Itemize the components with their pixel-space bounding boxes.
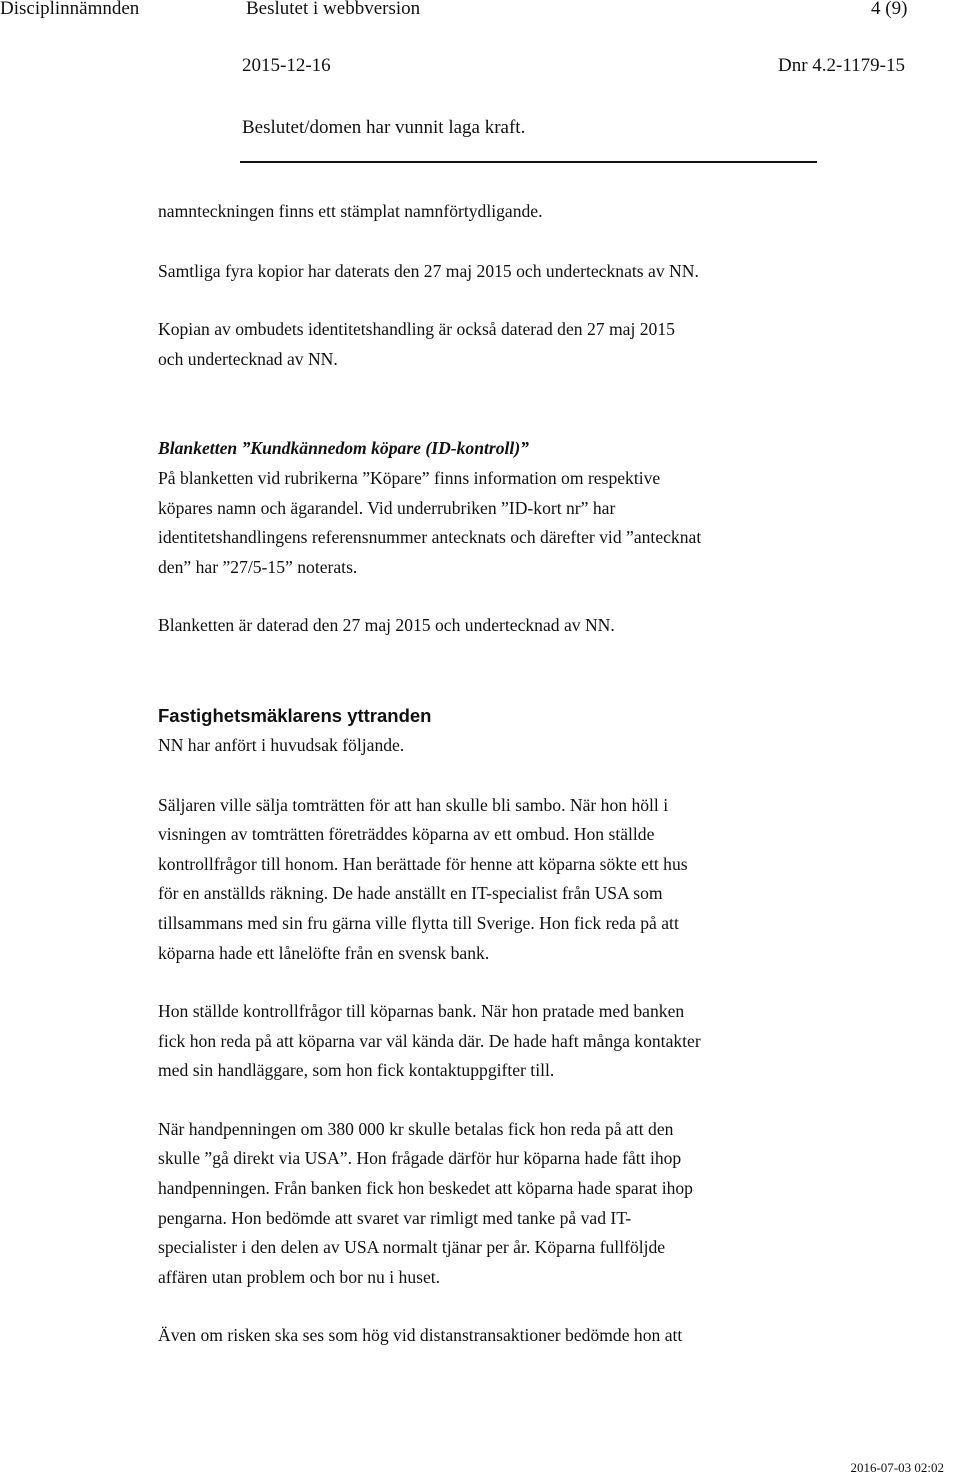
paragraph-line: köparna hade ett lånelöfte från en svensk bank. <box>158 942 490 963</box>
paragraph-line: med sin handläggare, som hon fick kontaktuppgifter till. <box>158 1060 555 1081</box>
paragraph-line: På blanketten vid rubrikerna ”Köpare” finns information om respektive <box>158 467 661 488</box>
paragraph-line: köpares namn och ägarandel. Vid underrubriken ”ID-kort nr” har <box>158 497 616 518</box>
paragraph-line: Kopian av ombudets identitetshandling är också daterad den 27 maj 2015 <box>158 319 675 340</box>
paragraph: Blanketten är daterad den 27 maj 2015 och undertecknad av NN. <box>158 615 615 636</box>
paragraph: namnteckningen finns ett stämplat namnförtydligande. <box>158 201 543 221</box>
legal-status: Beslutet/domen har vunnit laga kraft. <box>242 117 526 138</box>
paragraph-line: och undertecknad av NN. <box>158 348 338 369</box>
footer-timestamp: 2016-07-03 02:02 <box>850 1460 944 1475</box>
paragraph-line: handpenningen. Från banken fick hon beskedet att köparna hade sparat ihop <box>158 1178 693 1199</box>
paragraph-line: pengarna. Hon bedömde att svaret var rimligt med tanke på vad IT- <box>158 1207 632 1228</box>
paragraph-line: skulle ”gå direkt via USA”. Hon frågade därför hur köparna hade fått ihop <box>158 1148 682 1169</box>
paragraph-line: affären utan problem och bor nu i huset. <box>158 1266 441 1287</box>
paragraph-line: identitetshandlingens referensnummer antecknats och därefter vid ”antecknat <box>158 527 702 548</box>
paragraph-line: fick hon reda på att köparna var väl kända där. De hade haft många kontakter <box>158 1030 701 1051</box>
paragraph-line: visningen av tomträtten företräddes köparna av ett ombud. Hon ställde <box>158 824 655 845</box>
paragraph-line: kontrollfrågor till honom. Han berättade för henne att köparna sökte ett hus <box>158 853 688 874</box>
paragraph: NN har anfört i huvudsak följande. <box>158 734 405 755</box>
paragraph-line: När handpenningen om 380 000 kr skulle betalas fick hon reda på att den <box>158 1118 674 1139</box>
paragraph: Samtliga fyra kopior har daterats den 27 maj 2015 och undertecknats av NN. <box>158 260 699 281</box>
paragraph-line: tillsammans med sin fru gärna ville flytta till Sverige. Hon fick reda på att <box>158 912 679 933</box>
section-heading-yttranden: Fastighetsmäklarens yttranden <box>158 704 432 726</box>
decision-date: 2015-12-16 <box>242 55 331 76</box>
header-divider <box>240 161 817 163</box>
case-number: Dnr 4.2-1179-15 <box>778 55 905 76</box>
paragraph-line: den” har ”27/5-15” noterats. <box>158 556 358 577</box>
section-heading-blankett: Blanketten ”Kundkännedom köpare (ID-kontroll)” <box>158 438 529 459</box>
paragraph-line: för en anställds räkning. De hade anställt en IT-specialist från USA som <box>158 883 663 904</box>
header-page-number: 4 (9) <box>871 0 908 19</box>
document-body <box>158 197 798 1351</box>
header-document-type: Beslutet i webbversion <box>246 0 421 19</box>
header-authority: Disciplinnämnden <box>0 0 140 19</box>
paragraph-line: Även om risken ska ses som hög vid distanstransaktioner bedömde hon att <box>158 1325 683 1346</box>
paragraph-line: specialister i den delen av USA normalt tjänar per år. Köparna fullföljde <box>158 1237 666 1258</box>
paragraph-line: Hon ställde kontrollfrågor till köparnas bank. När hon pratade med banken <box>158 1001 685 1022</box>
paragraph-line: Säljaren ville sälja tomträtten för att han skulle bli sambo. När hon höll i <box>158 794 669 815</box>
